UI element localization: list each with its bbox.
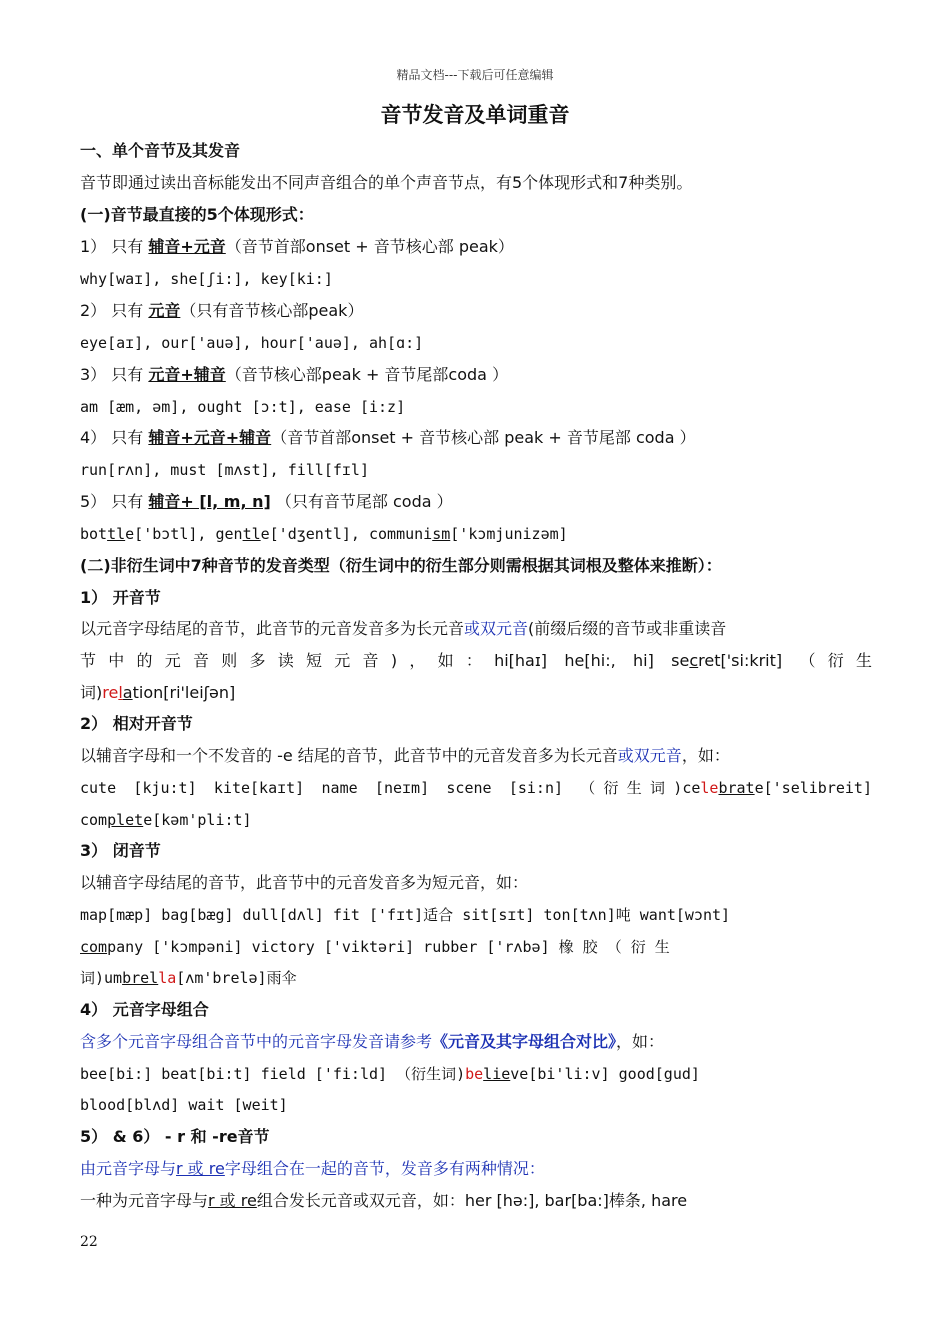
section-heading-1: 一、单个音节及其发音 — [80, 141, 241, 160]
form-item-2: 2） 只有 元音（只有音节核心部peak） — [80, 301, 364, 320]
type-heading-r-re: 5） & 6） - r 和 -re音节 — [80, 1127, 270, 1146]
type-heading-relative-open: 2） 相对开音节 — [80, 714, 193, 733]
paragraph-r-re-1: 由元音字母与r 或 re字母组合在一起的音节，发音多有两种情况： — [80, 1159, 545, 1178]
type-heading-open: 1） 开音节 — [80, 588, 161, 607]
form-item-3: 3） 只有 元音+辅音（音节核心部peak + 音节尾部coda ） — [80, 365, 509, 384]
paragraph-relative-3: complete[kəm'pli:t] — [80, 811, 252, 829]
example-line-3: am [æm, əm], ought [ɔ:t], ease [i:z] — [80, 398, 406, 416]
type-heading-vowel-combo: 4） 元音字母组合 — [80, 1000, 209, 1019]
paragraph-vowel-combo-1: 含多个元音字母组合音节中的元音字母发音请参考《元音及其字母组合对比》，如： — [80, 1032, 665, 1051]
form-item-1: 1） 只有 辅音+元音（音节首部onset + 音节核心部 peak） — [80, 237, 514, 256]
paragraph-open-3: 词)relation[ri'leiʃən] — [80, 683, 236, 702]
paragraph-intro: 音节即通过读出音标能发出不同声音组合的单个声音节点，有5个体现形式和7种类别。 — [80, 173, 693, 192]
paragraph-relative-1: 以辅音字母和一个不发音的 -e 结尾的音节，此音节中的元音发音多为长元音或双元音，如： — [80, 746, 730, 765]
example-line-1: why[waɪ], she[ʃi:], key[ki:] — [80, 270, 333, 288]
paragraph-closed-1: 以辅音字母结尾的音节，此音节中的元音发音多为短元音，如： — [80, 873, 529, 892]
paragraph-open-2: 节中的元音则多读短元音)，如：hi[haɪ] he[hi:, hi] secret['si:krit] （衍生 — [80, 651, 872, 670]
example-line-2: eye[aɪ], our['auə], hour['auə], ah[ɑ:] — [80, 334, 424, 352]
paragraph-vowel-combo-3: blood[blʌd] wait [weit] — [80, 1096, 288, 1114]
paragraph-closed-4: 词)umbrella[ʌm'brelə]雨伞 — [80, 969, 297, 987]
paragraph-r-re-2: 一种为元音字母与r 或 re组合发长元音或双元音，如：her [hə:], bar[ba:]棒条, hare — [80, 1191, 688, 1210]
document-title: 音节发音及单词重音 — [380, 103, 570, 127]
type-heading-closed: 3） 闭音节 — [80, 841, 161, 860]
paragraph-relative-2: cute [kju:t] kite[kaɪt] name [neɪm] scene [si:n] （衍生词)celebrate['selibreit] — [80, 779, 872, 797]
example-line-4: run[rʌn], must [mʌst], fill[fɪl] — [80, 461, 369, 479]
page-header: 精品文档---下载后可任意编辑 — [396, 68, 554, 82]
paragraph-closed-2: map[mæp] bag[bæg] dull[dʌl] fit ['fɪt]适合 sit[sɪt] ton[tʌn]吨 want[wɔnt] — [80, 906, 731, 924]
paragraph-vowel-combo-2: bee[bi:] beat[bi:t] field ['fi:ld] （衍生词)believe[bi'li:v] good[gud] — [80, 1065, 700, 1083]
form-item-4: 4） 只有 辅音+元音+辅音（音节首部onset + 音节核心部 peak + 音节尾部 coda ） — [80, 428, 696, 447]
example-line-5: bottle['bɔtl], gentle['dʒentl], communism['kɔmjunizəm] — [80, 525, 568, 543]
subheading-forms: (一)音节最直接的5个体现形式： — [80, 205, 314, 224]
page-number: 22 — [80, 1234, 98, 1250]
form-item-5: 5） 只有 辅音+ [l, m, n] （只有音节尾部 coda ） — [80, 492, 453, 511]
paragraph-closed-3: company ['kɔmpəni] victory ['viktəri] rubber ['rʌbə] 橡 胶 （ 衍 生 — [80, 938, 670, 956]
subheading-types: (二)非衍生词中7种音节的发音类型（衍生词中的衍生部分则需根据其词根及整体来推断）： — [80, 556, 722, 575]
paragraph-open-1: 以元音字母结尾的音节，此音节的元音发音多为长元音或双元音(前缀后缀的音节或非重读音 — [80, 619, 727, 638]
